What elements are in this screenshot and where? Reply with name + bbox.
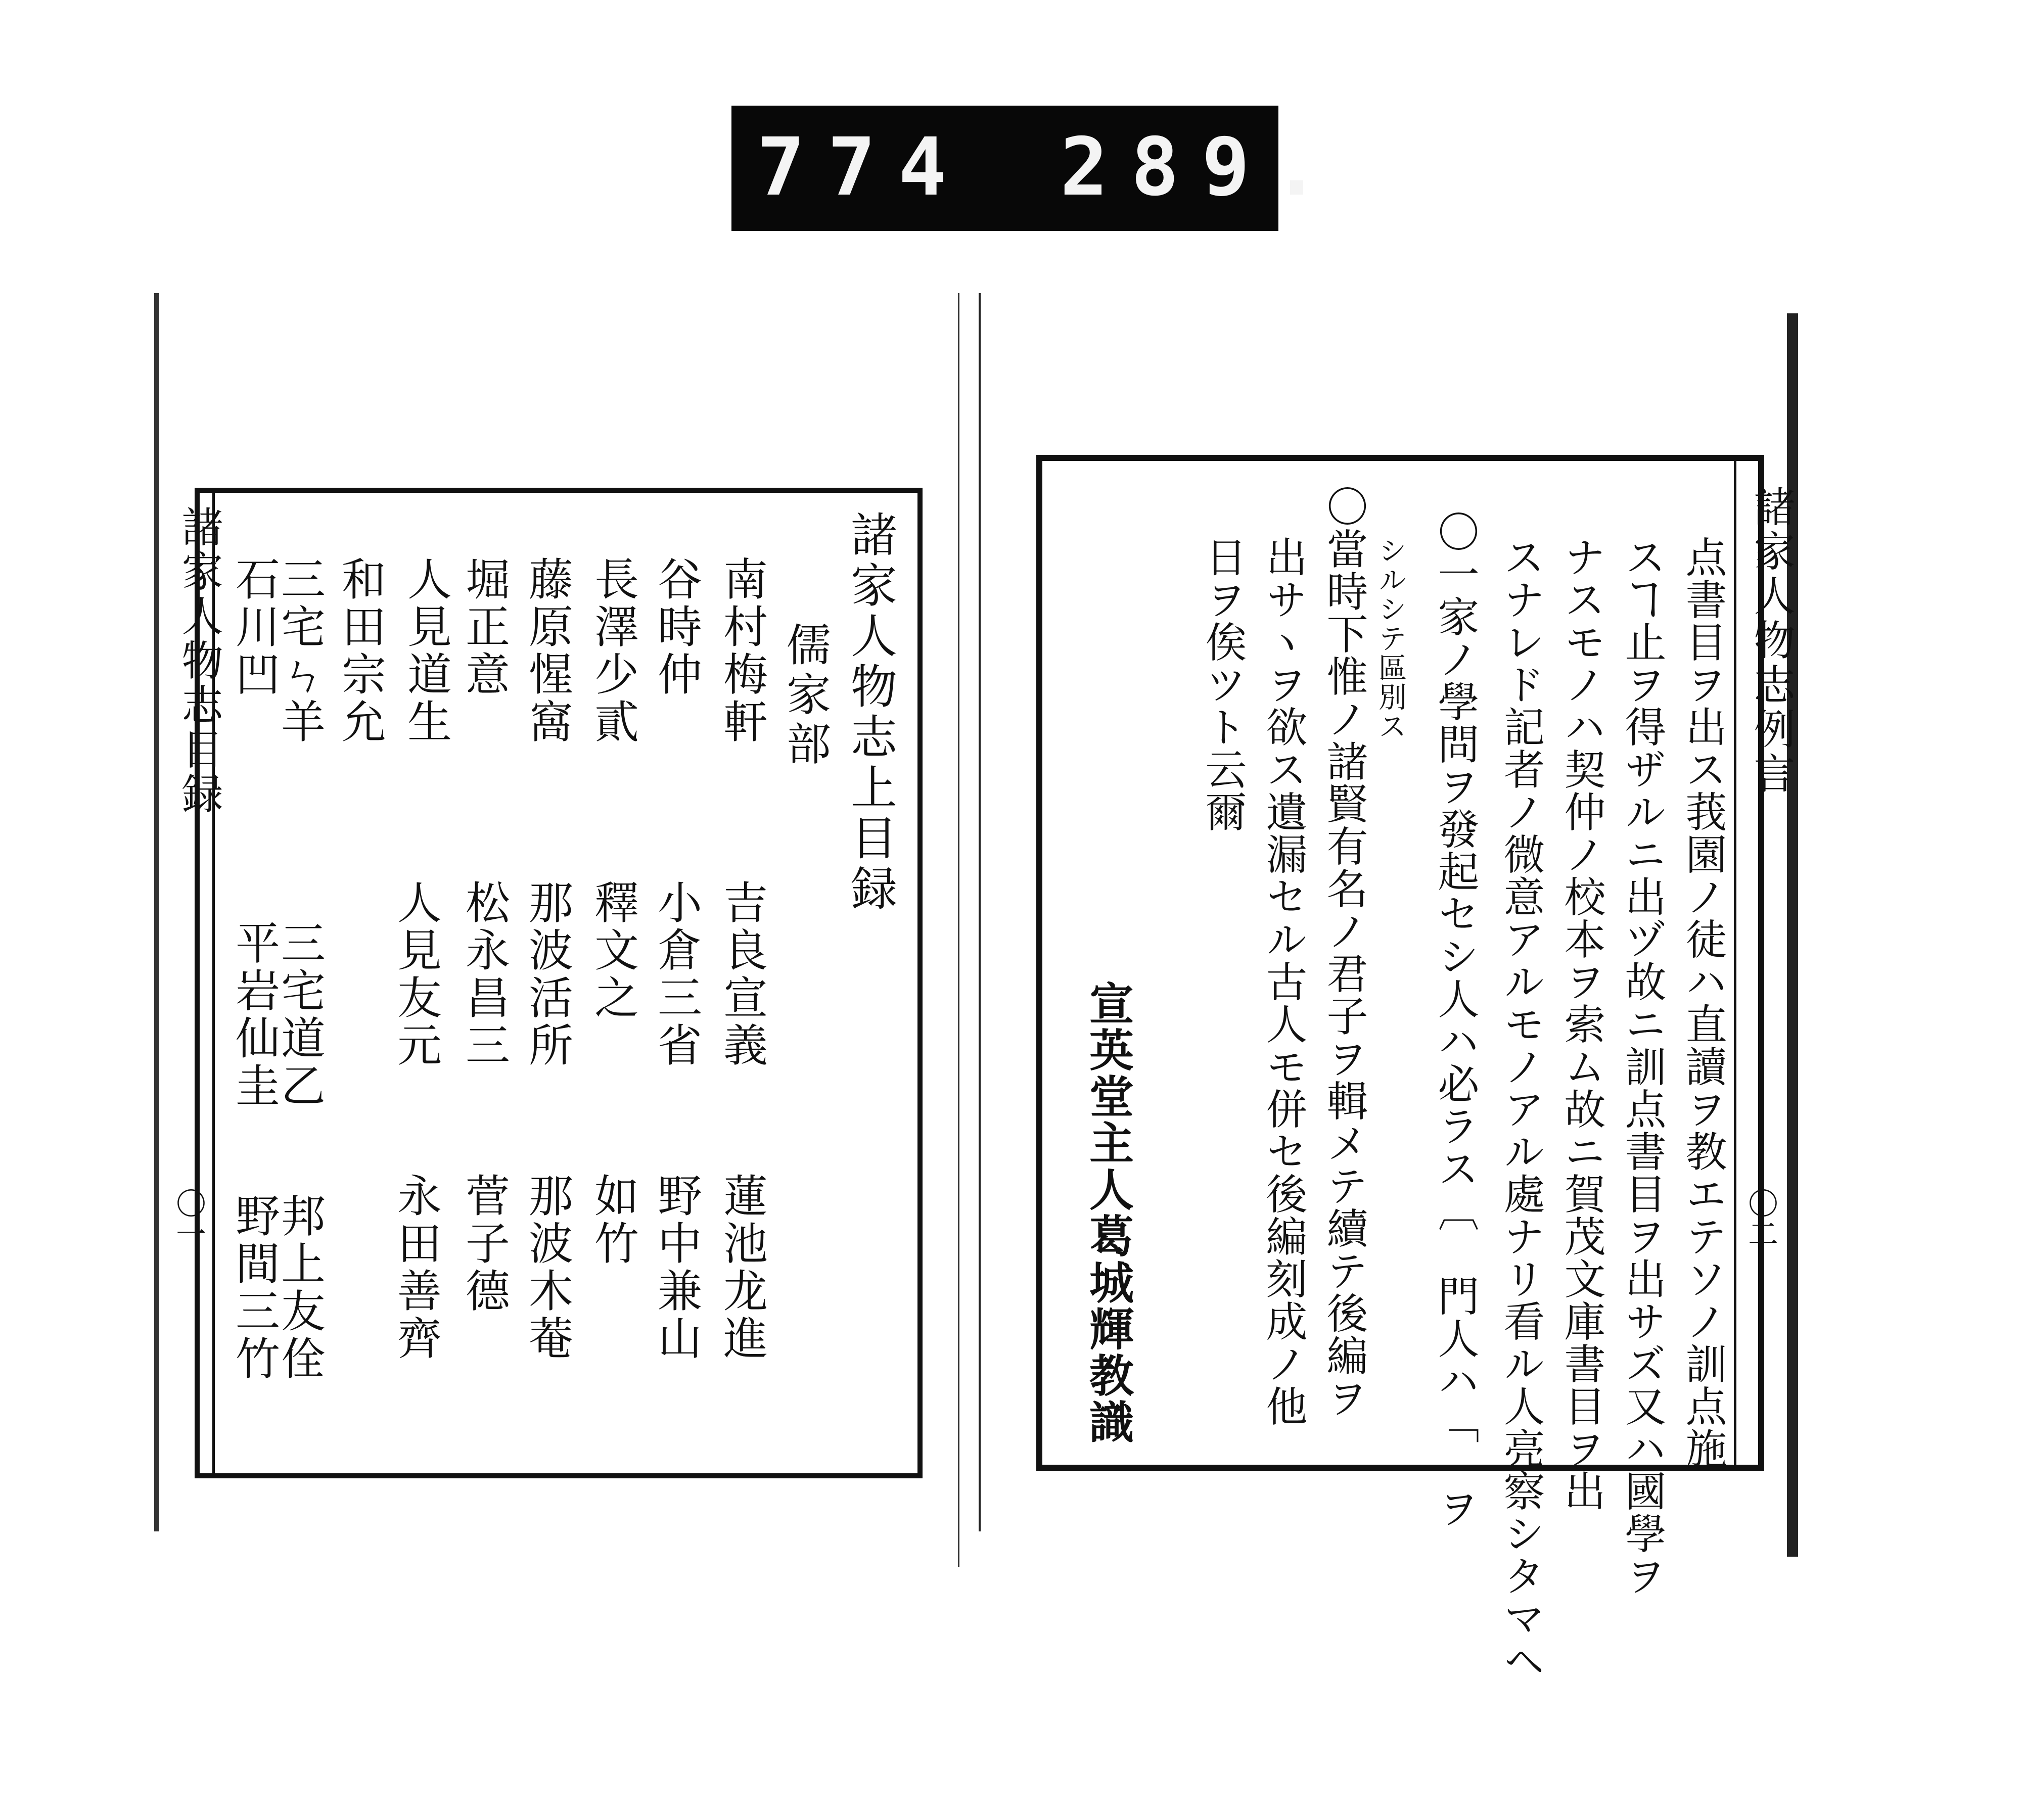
note-line: 出サヽヲ欲ス遺漏セル古人モ併セ後編刻成ノ他 xyxy=(1259,536,1307,1427)
list-item: 人見友元 xyxy=(390,879,442,1069)
list-item: 菅子德 xyxy=(458,1173,511,1315)
catalog-number-left: 774 xyxy=(757,121,970,214)
list-item: 和田宗允 xyxy=(335,556,387,746)
note-line: 〇當時下惟ノ諸賢有名ノ君子ヲ輯メテ續テ後編ヲ xyxy=(1320,485,1368,1419)
list-item: 三宅道乙 xyxy=(274,920,326,1110)
book-gutter xyxy=(958,293,959,1567)
toc-title: 諸家人物志上目録 xyxy=(843,510,897,915)
list-item: 三宅ㄣ羊 xyxy=(274,556,326,746)
note-line: シルシテ區別ス xyxy=(1374,536,1407,741)
list-item: 石川凹 xyxy=(228,556,281,698)
list-item: 蓮池龙進 xyxy=(716,1173,768,1363)
list-item: 吉良宣義 xyxy=(716,879,768,1069)
list-item: 堀正意 xyxy=(458,556,511,698)
note-line: 日ヲ俟ツト云爾 xyxy=(1199,536,1247,833)
left-margin-label: 諸家人物志目録 xyxy=(175,505,223,817)
list-item: 長澤少貳 xyxy=(587,556,639,746)
list-item: 那波活所 xyxy=(522,879,574,1069)
list-item: 野中兼山 xyxy=(651,1173,703,1363)
list-item: 那波木菴 xyxy=(522,1173,574,1363)
list-item: 邦上友佺 xyxy=(274,1193,326,1383)
list-item: 谷時仲 xyxy=(651,556,703,698)
list-item: 松永昌三 xyxy=(458,879,511,1069)
note-line: 〇一家ノ學問ヲ發起セシ人ハ必ラス〔 門人ハ「 ヲ xyxy=(1431,510,1479,1529)
list-item: 野間三竹 xyxy=(228,1193,281,1383)
section-heading: 儒家部 xyxy=(779,622,832,770)
list-item: 人見道生 xyxy=(400,556,452,746)
list-item: 平岩仙圭 xyxy=(228,920,281,1110)
left-page-mark: 〇一 xyxy=(171,1188,206,1248)
note-line: ナスモノハ契仲ノ校本ヲ索ム故ニ賀茂文庫書目ヲ出 xyxy=(1557,536,1605,1512)
list-item: 如竹 xyxy=(587,1173,639,1268)
list-item: 南村梅軒 xyxy=(716,556,768,746)
catalog-number-label xyxy=(731,106,1344,231)
list-item: 藤原惺窩 xyxy=(522,556,574,746)
note-line: 点書目ヲ出ス莪園ノ徒ハ直讀ヲ教エテソノ訓点施 xyxy=(1679,536,1727,1470)
list-item: 釋文之 xyxy=(587,879,639,1022)
right-margin-rule xyxy=(1734,455,1736,1471)
right-margin-label: 諸家人物志例言 xyxy=(1747,485,1795,797)
list-item: 永田善齊 xyxy=(390,1173,442,1363)
list-item: 小倉三省 xyxy=(651,879,703,1069)
note-line: スナレド記者ノ微意アルモノアル處ナリ看ル人亮察シタマヘ xyxy=(1497,536,1545,1682)
author-signature: 宣英堂主人葛城輝教識 xyxy=(1082,981,1135,1445)
right-page-mark: 〇二 xyxy=(1743,1188,1778,1248)
catalog-number-right: 289. xyxy=(1060,121,1344,214)
note-line: スヿ止ヲ得ザルニ出ヅ故ニ訓点書目ヲ出サズ又ハ國學ヲ xyxy=(1618,536,1666,1597)
